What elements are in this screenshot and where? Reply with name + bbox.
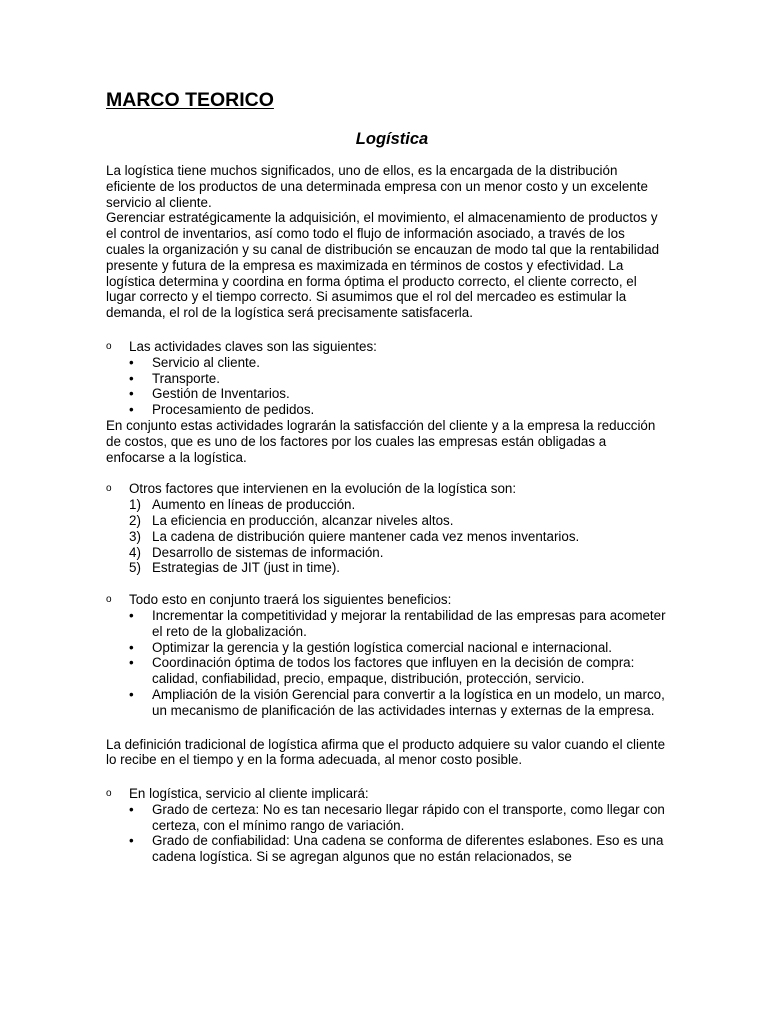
list-number: 3)	[129, 528, 141, 544]
section-activities	[106, 339, 666, 355]
list-item	[129, 371, 666, 387]
list-item	[129, 802, 666, 834]
list-item-text: Grado de certeza: No es tan necesario llegar rápido con el transporte, como llegar con certeza, con el mínimo rango de variación.	[152, 801, 665, 833]
list-item-text: La cadena de distribución quiere mantener cada vez menos inventarios.	[152, 528, 580, 544]
bullet-icon: •	[129, 607, 134, 623]
outline-circle-icon: o	[106, 483, 112, 495]
list-item	[129, 355, 666, 371]
bullet-icon: •	[129, 354, 134, 370]
section-customer-service-heading: En logística, servicio al cliente implicará:	[129, 786, 369, 802]
customer-service-list	[106, 802, 666, 865]
section-benefits	[106, 592, 666, 608]
document-page	[106, 88, 666, 865]
list-item-text: Desarrollo de sistemas de información.	[152, 544, 384, 560]
section-activities-heading: Las actividades claves son las siguientes:	[129, 338, 377, 354]
outline-circle-icon: o	[106, 788, 112, 800]
list-item	[129, 513, 666, 529]
list-item-text: La eficiencia en producción, alcanzar niveles altos.	[152, 512, 454, 528]
list-item	[129, 497, 666, 513]
bullet-icon: •	[129, 639, 134, 655]
list-item-text: Optimizar la gerencia y la gestión logística comercial nacional e internacional.	[152, 639, 612, 655]
bullet-icon: •	[129, 686, 134, 702]
list-item-text: Grado de confiabilidad: Una cadena se conforma de diferentes eslabones. Eso es una cadena logística. Si se agregan algunos que no están relacionados, se	[152, 833, 664, 865]
intro-paragraph-2: Gerenciar estratégicamente la adquisición, el movimiento, el almacenamiento de productos y el control de inventarios, así como todo el flujo de información asociado, a través de los cuales la organización y su canal de distribución se encauzan de modo tal que la rentabilidad presente y futura de la empresa es maximizada en términos de costos y efectividad. La logística determina y coordina en forma óptima el producto correcto, el cliente correcto, el lugar correcto y el tiempo correcto. Si asumimos que el rol del mercadeo es estimular la demanda, el rol de la logística será precisamente satisfacerla.	[106, 210, 660, 321]
benefits-list	[106, 608, 666, 719]
section-customer-service	[106, 786, 666, 802]
list-item-text: Ampliación de la visión Gerencial para convertir a la logística en un modelo, un marco, un mecanismo de planificación de las actividades internas y externas de la empresa.	[152, 686, 665, 718]
bullet-icon: •	[129, 370, 134, 386]
list-item	[129, 608, 666, 640]
list-item	[129, 655, 666, 687]
list-item	[129, 687, 666, 719]
list-item-text: Estrategias de JIT (just in time).	[152, 560, 341, 576]
section-factors-heading: Otros factores que intervienen en la evolución de la logística son:	[129, 481, 517, 497]
document-title: MARCO TEORICO	[106, 89, 274, 111]
list-item-text: Procesamiento de pedidos.	[152, 402, 315, 418]
bullet-icon: •	[129, 655, 134, 671]
bullet-icon: •	[129, 801, 134, 817]
list-item	[129, 833, 666, 865]
section-factors	[106, 481, 666, 497]
outline-circle-icon: o	[106, 340, 112, 352]
list-item	[129, 640, 666, 656]
list-number: 5)	[129, 560, 141, 576]
list-item	[129, 386, 666, 402]
activities-conclusion: En conjunto estas actividades lograrán la satisfacción del cliente y a la empresa la reducción de costos, que es uno de los factores por los cuales las empresas están obligadas a enfocarse a la logística.	[106, 417, 656, 465]
list-item-text: Incrementar la competitividad y mejorar la rentabilidad de las empresas para acometer el reto de la globalización.	[152, 607, 666, 639]
activities-list	[106, 355, 666, 418]
factors-list	[106, 497, 666, 576]
definition-paragraph: La definición tradicional de logística afirma que el producto adquiere su valor cuando el cliente lo recibe en el tiempo y en la forma adecuada, al menor costo posible.	[106, 736, 666, 768]
bullet-icon: •	[129, 402, 134, 418]
outline-circle-icon: o	[106, 594, 112, 606]
intro-paragraph-1: La logística tiene muchos significados, uno de ellos, es la encargada de la distribución eficiente de los productos de una determinada empresa con un menor costo y un excelente servicio al cliente.	[106, 163, 648, 210]
list-item-text: Servicio al cliente.	[152, 354, 260, 370]
bullet-icon: •	[129, 833, 134, 849]
bullet-icon: •	[129, 386, 134, 402]
section-benefits-heading: Todo esto en conjunto traerá los siguientes beneficios:	[129, 592, 452, 608]
list-item-text: Gestión de Inventarios.	[152, 386, 290, 402]
list-number: 1)	[129, 497, 141, 513]
list-number: 2)	[129, 512, 141, 528]
list-number: 4)	[129, 544, 141, 560]
list-item-text: Aumento en líneas de producción.	[152, 497, 356, 513]
list-item	[129, 560, 666, 576]
list-item	[129, 529, 666, 545]
list-item-text: Coordinación óptima de todos los factores que influyen en la decisión de compra: calidad, confiabilidad, precio, empaque, distribución, protección, servicio.	[152, 655, 635, 687]
document-subtitle: Logística	[355, 130, 429, 148]
list-item	[129, 545, 666, 561]
list-item	[129, 402, 666, 418]
list-item-text: Transporte.	[152, 370, 220, 386]
